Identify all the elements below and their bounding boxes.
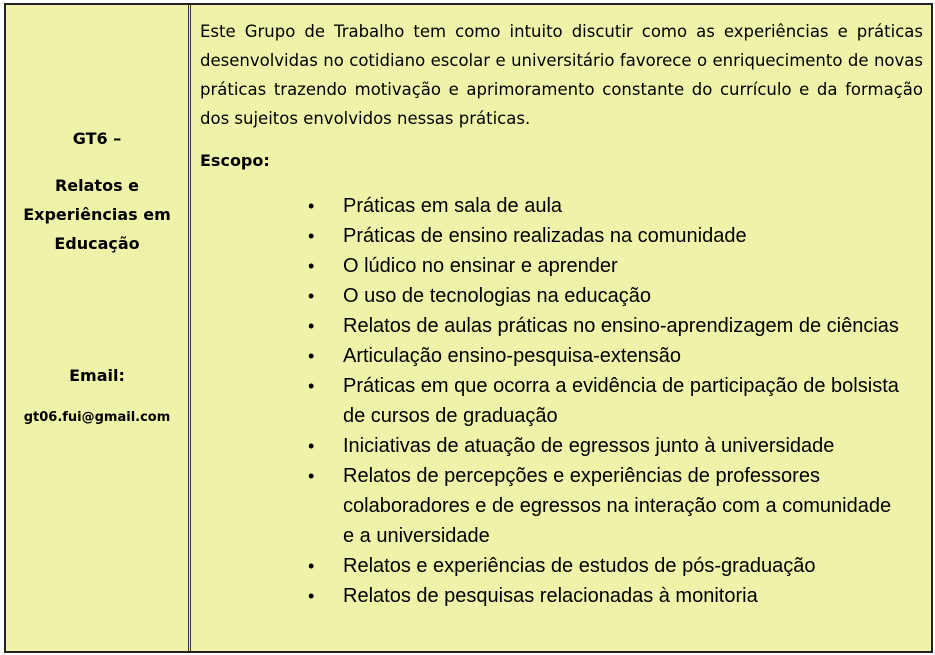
group-name: Relatos e Experiências em Educação — [23, 176, 171, 253]
bullet-icon: • — [308, 226, 315, 246]
bullet-icon: • — [308, 346, 315, 366]
scope-list — [191, 191, 901, 611]
scope-item — [191, 311, 901, 341]
group-info-cell — [6, 5, 191, 651]
gt-table — [4, 3, 933, 653]
bullet-icon: • — [308, 436, 315, 456]
scope-item-text: Relatos de pesquisas relacionadas à monitoria — [343, 585, 758, 607]
scope-item — [191, 281, 901, 311]
scope-item-text: Práticas em sala de aula — [343, 195, 563, 217]
email-address: gt06.fui@gmail.com — [23, 410, 171, 425]
bullet-icon: • — [308, 196, 315, 216]
scope-item-text: Relatos e experiências de estudos de pós-graduação — [343, 555, 816, 577]
scope-item — [191, 551, 901, 581]
bullet-icon: • — [308, 256, 315, 276]
description-cell — [191, 5, 931, 651]
scope-item — [191, 221, 901, 251]
scope-item — [191, 251, 901, 281]
scope-item-text: Práticas em que ocorra a evidência de participação de bolsista de cursos de graduação — [343, 375, 899, 427]
bullet-icon: • — [308, 286, 315, 306]
bullet-icon: • — [308, 586, 315, 606]
bullet-icon: • — [308, 556, 315, 576]
scope-item — [191, 191, 901, 221]
scope-item-text: O lúdico no ensinar e aprender — [343, 255, 618, 277]
scope-item-text: Iniciativas de atuação de egressos junto à universidade — [343, 435, 835, 457]
bullet-icon: • — [308, 466, 315, 486]
scope-item-text: Relatos de aulas práticas no ensino-aprendizagem de ciências — [343, 315, 899, 337]
scope-item — [191, 431, 901, 461]
scope-item-text: Articulação ensino-pesquisa-extensão — [343, 345, 681, 367]
email-label: Email: — [69, 366, 125, 385]
group-description: Este Grupo de Trabalho tem como intuito discutir como as experiências e práticas desenvolvidas no cotidiano escolar e universitário favorece o enriquecimento de novas práticas trazendo motivação e aprimoramento constante do currículo e da formação dos sujeitos envolvidos nessas práticas. — [200, 22, 923, 128]
scope-item — [191, 371, 901, 431]
group-code: GT6 – — [72, 129, 122, 148]
scope-item — [191, 461, 901, 551]
bullet-icon: • — [308, 376, 315, 396]
scope-item-text: Práticas de ensino realizadas na comunidade — [343, 225, 747, 247]
bullet-icon: • — [308, 316, 315, 336]
scope-item — [191, 341, 901, 371]
scope-item — [191, 581, 901, 611]
scope-label: Escopo: — [200, 151, 270, 170]
scope-item-text: Relatos de percepções e experiências de professores colaboradores e de egressos na interação com a comunidade e a universidade — [343, 465, 892, 547]
scope-item-text: O uso de tecnologias na educação — [343, 285, 651, 307]
